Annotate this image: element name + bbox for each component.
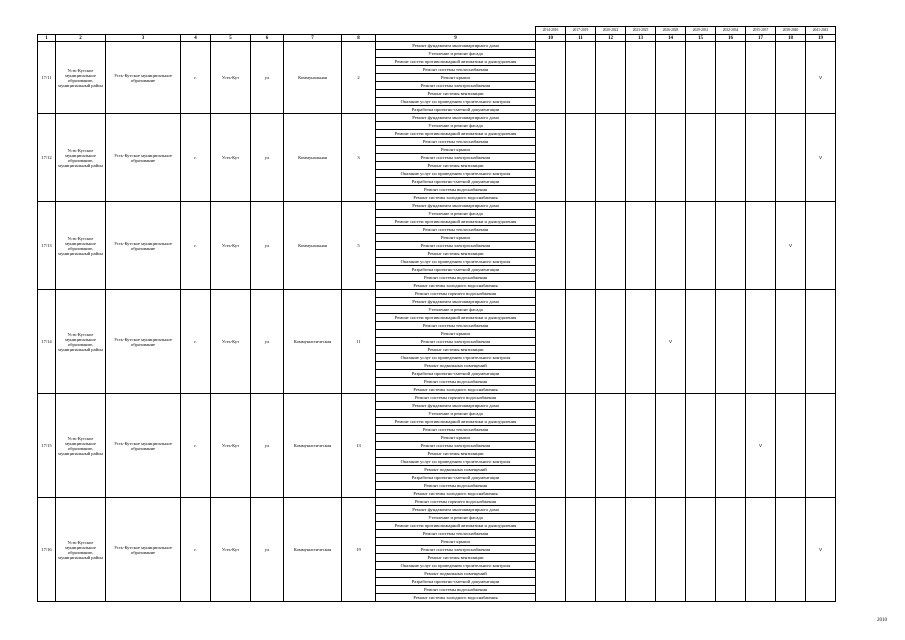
street-type: ул [251, 114, 284, 202]
work-item: Ремонт системы холодного водоснабжения [376, 194, 536, 202]
municipality-name: Усть-Кутское муниципальное образование [106, 202, 181, 290]
work-item: Утепление и ремонт фасада [376, 410, 536, 418]
work-item: Оказание услуг по проведению строительного контроля [376, 458, 536, 466]
work-item: Утепление и ремонт фасада [376, 210, 536, 218]
house-number: 11 [342, 290, 376, 394]
work-item: Разработка проектно-сметной документации [376, 106, 536, 114]
period-cell [656, 114, 686, 202]
period-cell [626, 394, 656, 498]
street-name: Коммунистическая [284, 394, 342, 498]
period-cell [596, 498, 626, 602]
period-cell [686, 114, 716, 202]
work-item: Ремонт подвальных помещений [376, 570, 536, 578]
period-cell [536, 42, 566, 114]
work-item: Ремонт систем противопожарной автоматики и дымоудаления [376, 218, 536, 226]
period-cell [716, 394, 746, 498]
period-cell [656, 202, 686, 290]
settlement-type: г. [181, 114, 211, 202]
period-cell [656, 394, 686, 498]
header-blank-cell [284, 27, 342, 35]
table-body [38, 27, 836, 602]
column-number-header: 17 [746, 35, 776, 42]
work-item: Ремонт систем противопожарной автоматики и дымоудаления [376, 522, 536, 530]
column-number-header: 13 [626, 35, 656, 42]
table-row [38, 114, 836, 122]
column-number-header: 12 [596, 35, 626, 42]
header-blank-cell [211, 27, 251, 35]
work-item: Ремонт системы электроснабжения [376, 546, 536, 554]
work-item: Ремонт системы водоснабжения [376, 378, 536, 386]
year-range-header: 2026-2028 [656, 27, 686, 35]
period-cell [716, 114, 746, 202]
page-number: 2010 [877, 618, 887, 623]
period-cell [656, 498, 686, 602]
period-cell [626, 290, 656, 394]
header-blank-cell [251, 27, 284, 35]
settlement-type: г. [181, 42, 211, 114]
period-cell [776, 394, 806, 498]
street-name: Коммунистическая [284, 290, 342, 394]
column-number-header: 2 [56, 35, 106, 42]
street-name: Коммунальная [284, 114, 342, 202]
work-item: Ремонт системы вентиляции [376, 162, 536, 170]
period-cell [566, 290, 596, 394]
column-number-header: 14 [656, 35, 686, 42]
work-item: Оказание услуг по проведению строительного контроля [376, 258, 536, 266]
column-number-header: 10 [536, 35, 566, 42]
street-type: ул [251, 498, 284, 602]
work-item: Ремонт системы электроснабжения [376, 154, 536, 162]
work-item: Ремонт системы холодного водоснабжения [376, 282, 536, 290]
work-item: Ремонт фундамента многоквартирного дома [376, 114, 536, 122]
work-item: Ремонт системы вентиляции [376, 346, 536, 354]
work-item: Утепление и ремонт фасада [376, 306, 536, 314]
record-id: 17/14 [38, 290, 56, 394]
work-item: Ремонт крыши [376, 538, 536, 546]
table-row [38, 498, 836, 506]
period-cell [806, 290, 836, 394]
work-item: Разработка проектно-сметной документации [376, 266, 536, 274]
period-cell [716, 42, 746, 114]
period-cell [596, 114, 626, 202]
period-cell [746, 498, 776, 602]
header-blank-cell [376, 27, 536, 35]
column-number-header: 18 [776, 35, 806, 42]
year-range-header: 2032-2034 [716, 27, 746, 35]
work-item: Ремонт фундамента многоквартирного дома [376, 42, 536, 50]
year-range-header: 2014-2016 [536, 27, 566, 35]
work-item: Ремонт системы вентиляции [376, 450, 536, 458]
table-row [38, 202, 836, 210]
work-item: Ремонт системы теплоснабжения [376, 226, 536, 234]
work-item: Ремонт фундамента многоквартирного дома [376, 202, 536, 210]
municipality-name: Усть-Кутское муниципальное образование [106, 498, 181, 602]
settlement-type: г. [181, 498, 211, 602]
table-row [38, 290, 836, 298]
work-item: Ремонт фундамента многоквартирного дома [376, 402, 536, 410]
column-number-header: 6 [251, 35, 284, 42]
period-cell [536, 394, 566, 498]
column-number-header: 4 [181, 35, 211, 42]
period-cell [566, 202, 596, 290]
record-id: 17/16 [38, 498, 56, 602]
header-blank-cell [56, 27, 106, 35]
street-type: ул [251, 290, 284, 394]
period-cell [776, 42, 806, 114]
work-item: Оказание услуг по проведению строительного контроля [376, 98, 536, 106]
work-item: Ремонт системы горячего водоснабжения [376, 498, 536, 506]
work-item: Ремонт системы водоснабжения [376, 482, 536, 490]
work-item: Ремонт крыши [376, 434, 536, 442]
period-cell [686, 202, 716, 290]
column-number-header: 3 [106, 35, 181, 42]
work-item: Оказание услуг по проведению строительного контроля [376, 354, 536, 362]
period-cell [626, 114, 656, 202]
period-cell [566, 498, 596, 602]
work-item: Утепление и ремонт фасада [376, 50, 536, 58]
period-cell [746, 42, 776, 114]
year-ranges-row [38, 27, 836, 35]
period-cell [746, 290, 776, 394]
district-name: Усть-Кутское муниципальное образование, муниципальный район [56, 202, 106, 290]
work-item: Ремонт системы горячего водоснабжения [376, 290, 536, 298]
settlement-name: Усть-Кут [211, 394, 251, 498]
period-cell [716, 498, 746, 602]
settlement-name: Усть-Кут [211, 114, 251, 202]
district-name: Усть-Кутское муниципальное образование, муниципальный район [56, 114, 106, 202]
work-item: Ремонт систем противопожарной автоматики и дымоудаления [376, 418, 536, 426]
table-row [38, 394, 836, 402]
period-cell [806, 394, 836, 498]
district-name: Усть-Кутское муниципальное образование, муниципальный район [56, 42, 106, 114]
record-id: 17/15 [38, 394, 56, 498]
period-cell [596, 202, 626, 290]
work-item: Ремонт крыши [376, 74, 536, 82]
record-id: 17/13 [38, 202, 56, 290]
work-item: Ремонт системы горячего водоснабжения [376, 394, 536, 402]
period-cell [626, 498, 656, 602]
house-number: 3 [342, 114, 376, 202]
work-item: Утепление и ремонт фасада [376, 122, 536, 130]
year-range-header: 2038-2040 [776, 27, 806, 35]
street-name: Коммунистическая [284, 498, 342, 602]
column-number-header: 7 [284, 35, 342, 42]
work-item: Ремонт крыши [376, 330, 536, 338]
settlement-name: Усть-Кут [211, 42, 251, 114]
house-number: 5 [342, 202, 376, 290]
house-number: 19 [342, 498, 376, 602]
period-mark: V [806, 498, 836, 602]
column-number-header: 15 [686, 35, 716, 42]
work-item: Разработка проектно-сметной документации [376, 178, 536, 186]
header-blank-cell [181, 27, 211, 35]
period-cell [746, 114, 776, 202]
work-item: Ремонт системы вентиляции [376, 90, 536, 98]
period-cell [716, 202, 746, 290]
work-item: Ремонт систем противопожарной автоматики и дымоудаления [376, 58, 536, 66]
work-item: Оказание услуг по проведению строительного контроля [376, 562, 536, 570]
column-number-header: 5 [211, 35, 251, 42]
column-number-header: 11 [566, 35, 596, 42]
column-number-header: 19 [806, 35, 836, 42]
column-number-header: 8 [342, 35, 376, 42]
street-type: ул [251, 202, 284, 290]
work-item: Ремонт крыши [376, 146, 536, 154]
work-item: Ремонт системы теплоснабжения [376, 426, 536, 434]
year-range-header: 2041-2043 [806, 27, 836, 35]
district-name: Усть-Кутское муниципальное образование, муниципальный район [56, 394, 106, 498]
period-cell [626, 202, 656, 290]
work-item: Ремонт систем противопожарной автоматики и дымоудаления [376, 314, 536, 322]
work-item: Ремонт системы вентиляции [376, 250, 536, 258]
street-name: Коммунальная [284, 202, 342, 290]
work-item: Ремонт фундамента многоквартирного дома [376, 506, 536, 514]
period-cell [806, 202, 836, 290]
work-item: Ремонт системы холодного водоснабжения [376, 490, 536, 498]
work-item: Ремонт крыши [376, 234, 536, 242]
work-item: Ремонт системы теплоснабжения [376, 530, 536, 538]
column-numbers-row [38, 35, 836, 42]
work-item: Ремонт системы теплоснабжения [376, 322, 536, 330]
work-item: Ремонт системы теплоснабжения [376, 138, 536, 146]
work-item: Оказание услуг по проведению строительного контроля [376, 170, 536, 178]
house-number: 2 [342, 42, 376, 114]
street-name: Коммунальная [284, 42, 342, 114]
work-item: Ремонт систем противопожарной автоматики и дымоудаления [376, 130, 536, 138]
period-cell [746, 202, 776, 290]
street-type: ул [251, 394, 284, 498]
settlement-type: г. [181, 290, 211, 394]
period-mark: V [746, 394, 776, 498]
column-number-header: 16 [716, 35, 746, 42]
period-cell [566, 394, 596, 498]
period-cell [566, 114, 596, 202]
column-number-header: 1 [38, 35, 56, 42]
period-cell [536, 498, 566, 602]
period-cell [716, 290, 746, 394]
municipality-name: Усть-Кутское муниципальное образование [106, 114, 181, 202]
work-item: Ремонт системы водоснабжения [376, 274, 536, 282]
capital-repair-schedule-table [37, 26, 836, 602]
settlement-name: Усть-Кут [211, 290, 251, 394]
period-mark: V [776, 202, 806, 290]
work-item: Ремонт подвальных помещений [376, 466, 536, 474]
work-item: Ремонт системы электроснабжения [376, 442, 536, 450]
work-item: Ремонт системы вентиляции [376, 554, 536, 562]
period-cell [776, 114, 806, 202]
period-cell [536, 290, 566, 394]
period-mark: V [656, 290, 686, 394]
period-cell [596, 42, 626, 114]
header-blank-cell [106, 27, 181, 35]
period-mark: V [806, 114, 836, 202]
period-cell [626, 42, 656, 114]
period-cell [776, 498, 806, 602]
municipality-name: Усть-Кутское муниципальное образование [106, 290, 181, 394]
header-blank-cell [38, 27, 56, 35]
year-range-header: 2029-2031 [686, 27, 716, 35]
work-item: Разработка проектно-сметной документации [376, 474, 536, 482]
work-item: Ремонт системы водоснабжения [376, 186, 536, 194]
column-number-header: 9 [376, 35, 536, 42]
period-cell [536, 114, 566, 202]
year-range-header: 2020-2022 [596, 27, 626, 35]
year-range-header: 2017-2019 [566, 27, 596, 35]
period-cell [596, 290, 626, 394]
work-item: Ремонт системы электроснабжения [376, 338, 536, 346]
work-item: Ремонт системы холодного водоснабжения [376, 386, 536, 394]
work-item: Разработка проектно-сметной документации [376, 578, 536, 586]
period-cell [686, 42, 716, 114]
period-cell [536, 202, 566, 290]
house-number: 13 [342, 394, 376, 498]
settlement-type: г. [181, 202, 211, 290]
period-cell [656, 42, 686, 114]
work-item: Ремонт системы электроснабжения [376, 82, 536, 90]
record-id: 17/11 [38, 42, 56, 114]
work-item: Ремонт фундамента многоквартирного дома [376, 298, 536, 306]
municipality-name: Усть-Кутское муниципальное образование [106, 42, 181, 114]
settlement-type: г. [181, 394, 211, 498]
work-item: Ремонт системы теплоснабжения [376, 66, 536, 74]
work-item: Ремонт подвальных помещений [376, 362, 536, 370]
work-item: Ремонт системы электроснабжения [376, 242, 536, 250]
period-cell [686, 394, 716, 498]
district-name: Усть-Кутское муниципальное образование, муниципальный район [56, 290, 106, 394]
settlement-name: Усть-Кут [211, 498, 251, 602]
period-cell [686, 498, 716, 602]
table-row [38, 42, 836, 50]
year-range-header: 2023-2025 [626, 27, 656, 35]
work-item: Ремонт системы водоснабжения [376, 586, 536, 594]
work-item: Разработка проектно-сметной документации [376, 370, 536, 378]
year-range-header: 2035-2037 [746, 27, 776, 35]
record-id: 17/12 [38, 114, 56, 202]
street-type: ул [251, 42, 284, 114]
header-blank-cell [342, 27, 376, 35]
district-name: Усть-Кутское муниципальное образование, муниципальный район [56, 498, 106, 602]
municipality-name: Усть-Кутское муниципальное образование [106, 394, 181, 498]
period-cell [596, 394, 626, 498]
work-item: Утепление и ремонт фасада [376, 514, 536, 522]
work-item: Ремонт системы холодного водоснабжения [376, 594, 536, 602]
settlement-name: Усть-Кут [211, 202, 251, 290]
period-cell [566, 42, 596, 114]
period-mark: V [806, 42, 836, 114]
period-cell [776, 290, 806, 394]
period-cell [686, 290, 716, 394]
